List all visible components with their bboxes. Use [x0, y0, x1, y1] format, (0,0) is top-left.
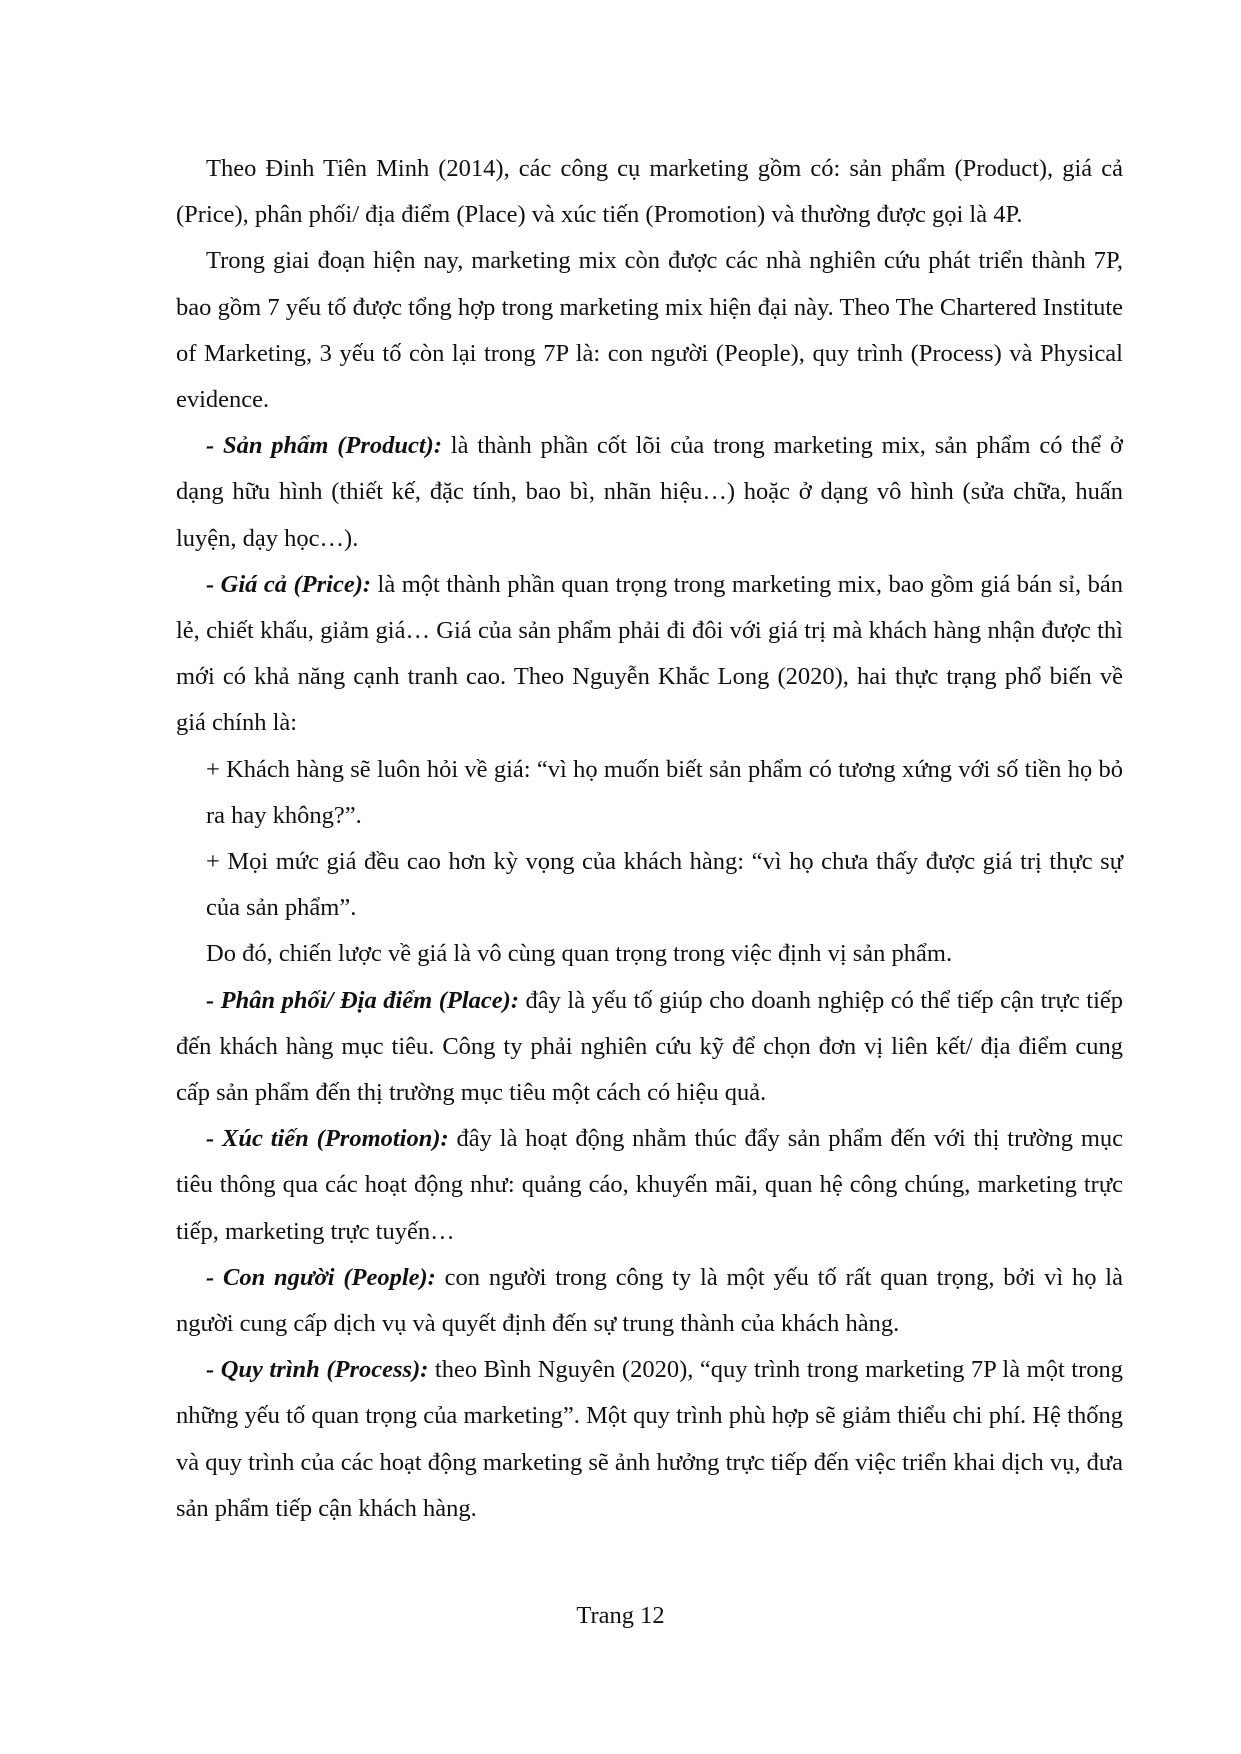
- process-description: theo Bình Nguyên (2020), “quy trình trong marketing 7P là một trong những yếu tố quan trọng của marketing”. Một quy trình phù hợp sẽ giảm thiểu chi phí. Hệ thống và quy trình của các hoạt động marketing sẽ ảnh hưởng trực tiếp đến việc triển khai dịch vụ, đưa sản phẩm tiếp cận khách hàng.: [176, 1356, 1123, 1522]
- term-people: - Con người (People):: [206, 1263, 436, 1291]
- section-promotion: [176, 1116, 1123, 1255]
- price-description: là một thành phần quan trọng trong marketing mix, bao gồm giá bán sỉ, bán lẻ, chiết khấu, giảm giá… Giá của sản phẩm phải đi đôi với giá trị mà khách hàng nhận được thì mới có khả năng cạnh tranh cao. Theo Nguyễn Khắc Long (2020), hai thực trạng phổ biến về giá chính là:: [176, 570, 1123, 737]
- section-people: [176, 1255, 1123, 1347]
- document-body: [176, 146, 1123, 1532]
- section-product: [176, 423, 1123, 562]
- price-bullet-1: + Khách hàng sẽ luôn hỏi về giá: “vì họ muốn biết sản phẩm có tương xứng với số tiền họ bỏ ra hay không?”.: [206, 755, 1123, 829]
- paragraph-4p-intro: Theo Đinh Tiên Minh (2014), các công cụ marketing gồm có: sản phẩm (Product), giá cả (Price), phân phối/ địa điểm (Place) và xúc tiến (Promotion) và thường được gọi là 4P.: [176, 155, 1123, 229]
- product-description: là thành phần cốt lõi của trong marketing mix, sản phẩm có thể ở dạng hữu hình (thiết kế, đặc tính, bao bì, nhãn hiệu…) hoặc ở dạng vô hình (sửa chữa, huấn luyện, dạy học…).: [176, 432, 1123, 552]
- price-bullet-2: + Mọi mức giá đều cao hơn kỳ vọng của khách hàng: “vì họ chưa thấy được giá trị thực sự của sản phẩm”.: [206, 848, 1123, 922]
- people-description: con người trong công ty là một yếu tố rất quan trọng, bởi vì họ là người cung cấp dịch vụ và quyết định đến sự trung thành của khách hàng.: [176, 1263, 1123, 1338]
- paragraph-7p-intro: Trong giai đoạn hiện nay, marketing mix còn được các nhà nghiên cứu phát triển thành 7P, bao gồm 7 yếu tố được tổng hợp trong marketing mix hiện đại này. Theo The Chartered Institute of Marketing, 3 yếu tố còn lại trong 7P là: con người (People), quy trình (Process) và Physical evidence.: [176, 247, 1123, 414]
- term-price: - Giá cả (Price):: [206, 570, 372, 598]
- term-product: - Sản phẩm (Product):: [206, 432, 442, 460]
- section-process: [176, 1347, 1123, 1532]
- price-conclusion: Do đó, chiến lược về giá là vô cùng quan trọng trong việc định vị sản phẩm.: [206, 940, 953, 968]
- promotion-description: đây là hoạt động nhằm thúc đẩy sản phẩm đến với thị trường mục tiêu thông qua các hoạt động như: quảng cáo, khuyến mãi, quan hệ công chúng, marketing trực tiếp, marketing trực tuyến…: [176, 1125, 1123, 1245]
- section-price: [176, 562, 1123, 747]
- section-place: [176, 978, 1123, 1117]
- term-process: - Quy trình (Process):: [206, 1356, 429, 1384]
- term-place: - Phân phối/ Địa điểm (Place):: [206, 986, 519, 1014]
- term-promotion: - Xúc tiến (Promotion):: [206, 1125, 449, 1153]
- place-description: đây là yếu tố giúp cho doanh nghiệp có thể tiếp cận trực tiếp đến khách hàng mục tiêu. Công ty phải nghiên cứu kỹ để chọn đơn vị liên kết/ địa điểm cung cấp sản phẩm đến thị trường mục tiêu một cách có hiệu quả.: [176, 986, 1124, 1107]
- page-number: Trang 12: [576, 1602, 665, 1629]
